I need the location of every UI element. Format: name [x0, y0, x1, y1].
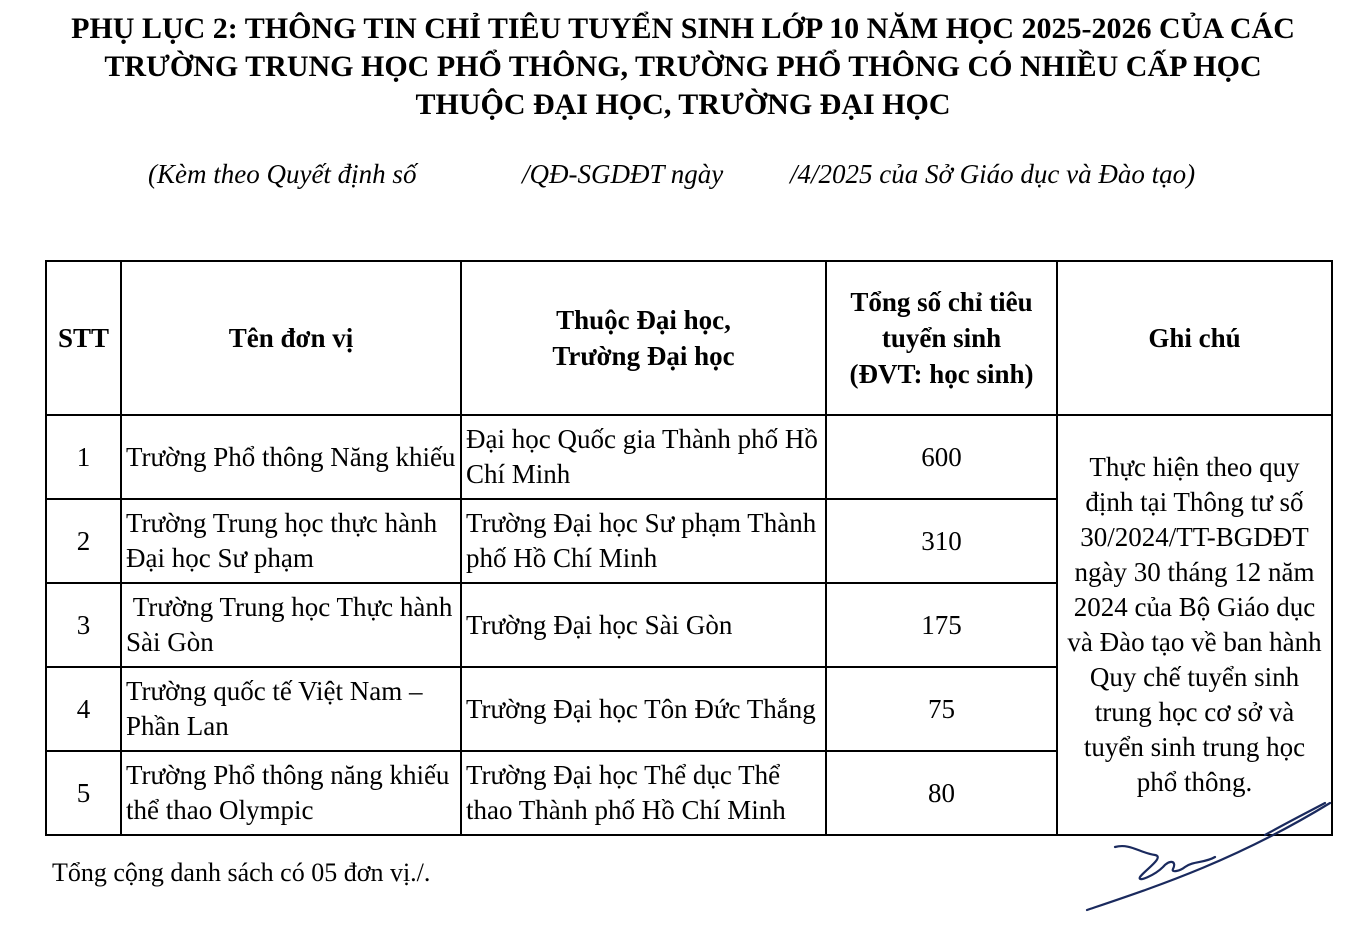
row-unit-name: Trường Trung học thực hành Đại học Sư phạm — [121, 499, 461, 583]
title-line-3: THUỘC ĐẠI HỌC, TRƯỜNG ĐẠI HỌC — [415, 88, 951, 121]
header-parent-line-1: Thuộc Đại học, — [556, 305, 731, 335]
row-parent-university: Đại học Quốc gia Thành phố Hồ Chí Minh — [461, 415, 826, 499]
row-stt: 1 — [46, 415, 121, 499]
row-stt: 4 — [46, 667, 121, 751]
note-cell: Thực hiện theo quy định tại Thông tư số 30/2024/TT-BGDĐT ngày 30 tháng 12 năm 2024 của Bộ Giáo dục và Đào tạo về ban hành Quy chế tuyển sinh trung học cơ sở và tuyển sinh trung học phổ thông. — [1057, 415, 1332, 835]
row-quota: 80 — [826, 751, 1057, 835]
header-total-quota — [826, 261, 1057, 415]
row-parent-university: Trường Đại học Thể dục Thể thao Thành phố Hồ Chí Minh — [461, 751, 826, 835]
row-quota: 75 — [826, 667, 1057, 751]
header-note: Ghi chú — [1057, 261, 1332, 415]
header-quota-line-1: Tổng số chỉ tiêu — [850, 287, 1033, 317]
signature-mark — [1085, 795, 1335, 915]
row-unit-name: Trường Phổ thông Năng khiếu — [121, 415, 461, 499]
row-parent-university: Trường Đại học Tôn Đức Thắng — [461, 667, 826, 751]
table-row — [46, 415, 1332, 499]
row-stt: 3 — [46, 583, 121, 667]
document-footer: Tổng cộng danh sách có 05 đơn vị./. — [52, 858, 431, 887]
header-stt: STT — [46, 261, 121, 415]
header-parent-line-2: Trường Đại học — [552, 341, 735, 371]
subtitle-part-1: (Kèm theo Quyết định số — [148, 159, 417, 189]
header-quota-line-3: (ĐVT: học sinh) — [849, 359, 1034, 389]
header-parent-university — [461, 261, 826, 415]
header-quota-line-2: tuyển sinh — [881, 323, 1002, 353]
table-header-row — [46, 261, 1332, 415]
row-unit-name: Trường quốc tế Việt Nam – Phần Lan — [121, 667, 461, 751]
title-line-2: TRƯỜNG TRUNG HỌC PHỔ THÔNG, TRƯỜNG PHỔ THÔNG CÓ NHIỀU CẤP HỌC — [104, 50, 1262, 83]
row-quota: 310 — [826, 499, 1057, 583]
document-subtitle — [0, 156, 1366, 192]
row-stt: 5 — [46, 751, 121, 835]
row-unit-name: Trường Trung học Thực hành Sài Gòn — [121, 583, 461, 667]
row-parent-university: Trường Đại học Sài Gòn — [461, 583, 826, 667]
subtitle-part-2: /QĐ-SGDĐT ngày — [522, 159, 724, 189]
row-parent-university: Trường Đại học Sư phạm Thành phố Hồ Chí Minh — [461, 499, 826, 583]
document-title — [30, 10, 1336, 124]
row-quota: 175 — [826, 583, 1057, 667]
row-stt: 2 — [46, 499, 121, 583]
row-quota: 600 — [826, 415, 1057, 499]
quota-table — [45, 260, 1333, 836]
row-unit-name: Trường Phổ thông năng khiếu thể thao Olympic — [121, 751, 461, 835]
header-unit-name: Tên đơn vị — [121, 261, 461, 415]
title-line-1: PHỤ LỤC 2: THÔNG TIN CHỈ TIÊU TUYỂN SINH LỚP 10 NĂM HỌC 2025-2026 CỦA CÁC — [71, 12, 1295, 45]
subtitle-part-3: /4/2025 của Sở Giáo dục và Đào tạo) — [790, 159, 1196, 189]
